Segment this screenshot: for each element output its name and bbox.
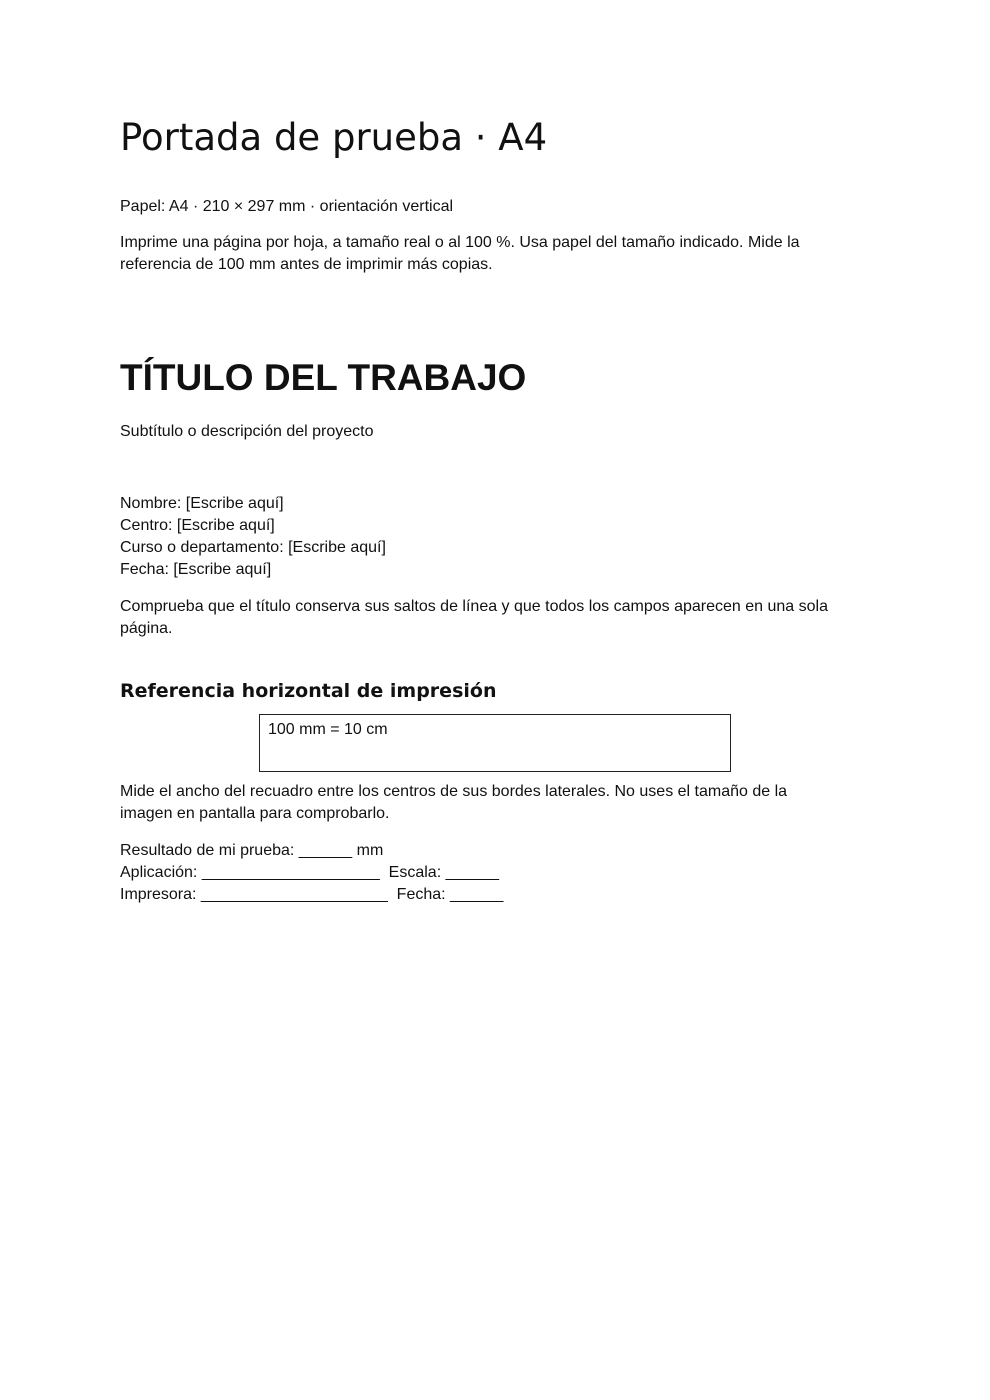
- horizontal-reference-heading: Referencia horizontal de impresión: [120, 680, 497, 702]
- printing-instructions: Imprime una página por hoja, a tamaño real o al 100 %. Usa papel del tamaño indicado. Mide la referencia de 100 mm antes de imprimir más copias.: [120, 234, 800, 273]
- test-results-form: [120, 840, 503, 906]
- paper-specification: Papel: A4 · 210 × 297 mm · orientación vertical: [120, 198, 454, 215]
- work-title: TÍTULO DEL TRABAJO: [120, 357, 527, 398]
- center-field: Centro: [Escribe aquí]: [120, 517, 275, 534]
- course-department-field: Curso o departamento: [Escribe aquí]: [120, 539, 386, 556]
- cover-fields: [120, 493, 386, 581]
- test-result-line: Resultado de mi prueba: ______ mm: [120, 842, 384, 859]
- horizontal-reference-box: [259, 714, 731, 772]
- name-field: Nombre: [Escribe aquí]: [120, 495, 284, 512]
- measurement-instructions: Mide el ancho del recuadro entre los centros de sus bordes laterales. No uses el tamaño de la imagen en pantalla para comprobarlo.: [120, 783, 788, 822]
- printer-date-line: Impresora: _____________________ Fecha: ______: [120, 886, 504, 903]
- project-subtitle: Subtítulo o descripción del proyecto: [120, 423, 374, 440]
- layout-check-note: Comprueba que el título conserva sus saltos de línea y que todos los campos aparecen en una sola página.: [120, 598, 828, 637]
- reference-length-label: 100 mm = 10 cm: [268, 721, 388, 738]
- date-field: Fecha: [Escribe aquí]: [120, 561, 272, 578]
- page-title: Portada de prueba · A4: [120, 116, 548, 159]
- application-scale-line: Aplicación: ____________________ Escala: ______: [120, 864, 499, 881]
